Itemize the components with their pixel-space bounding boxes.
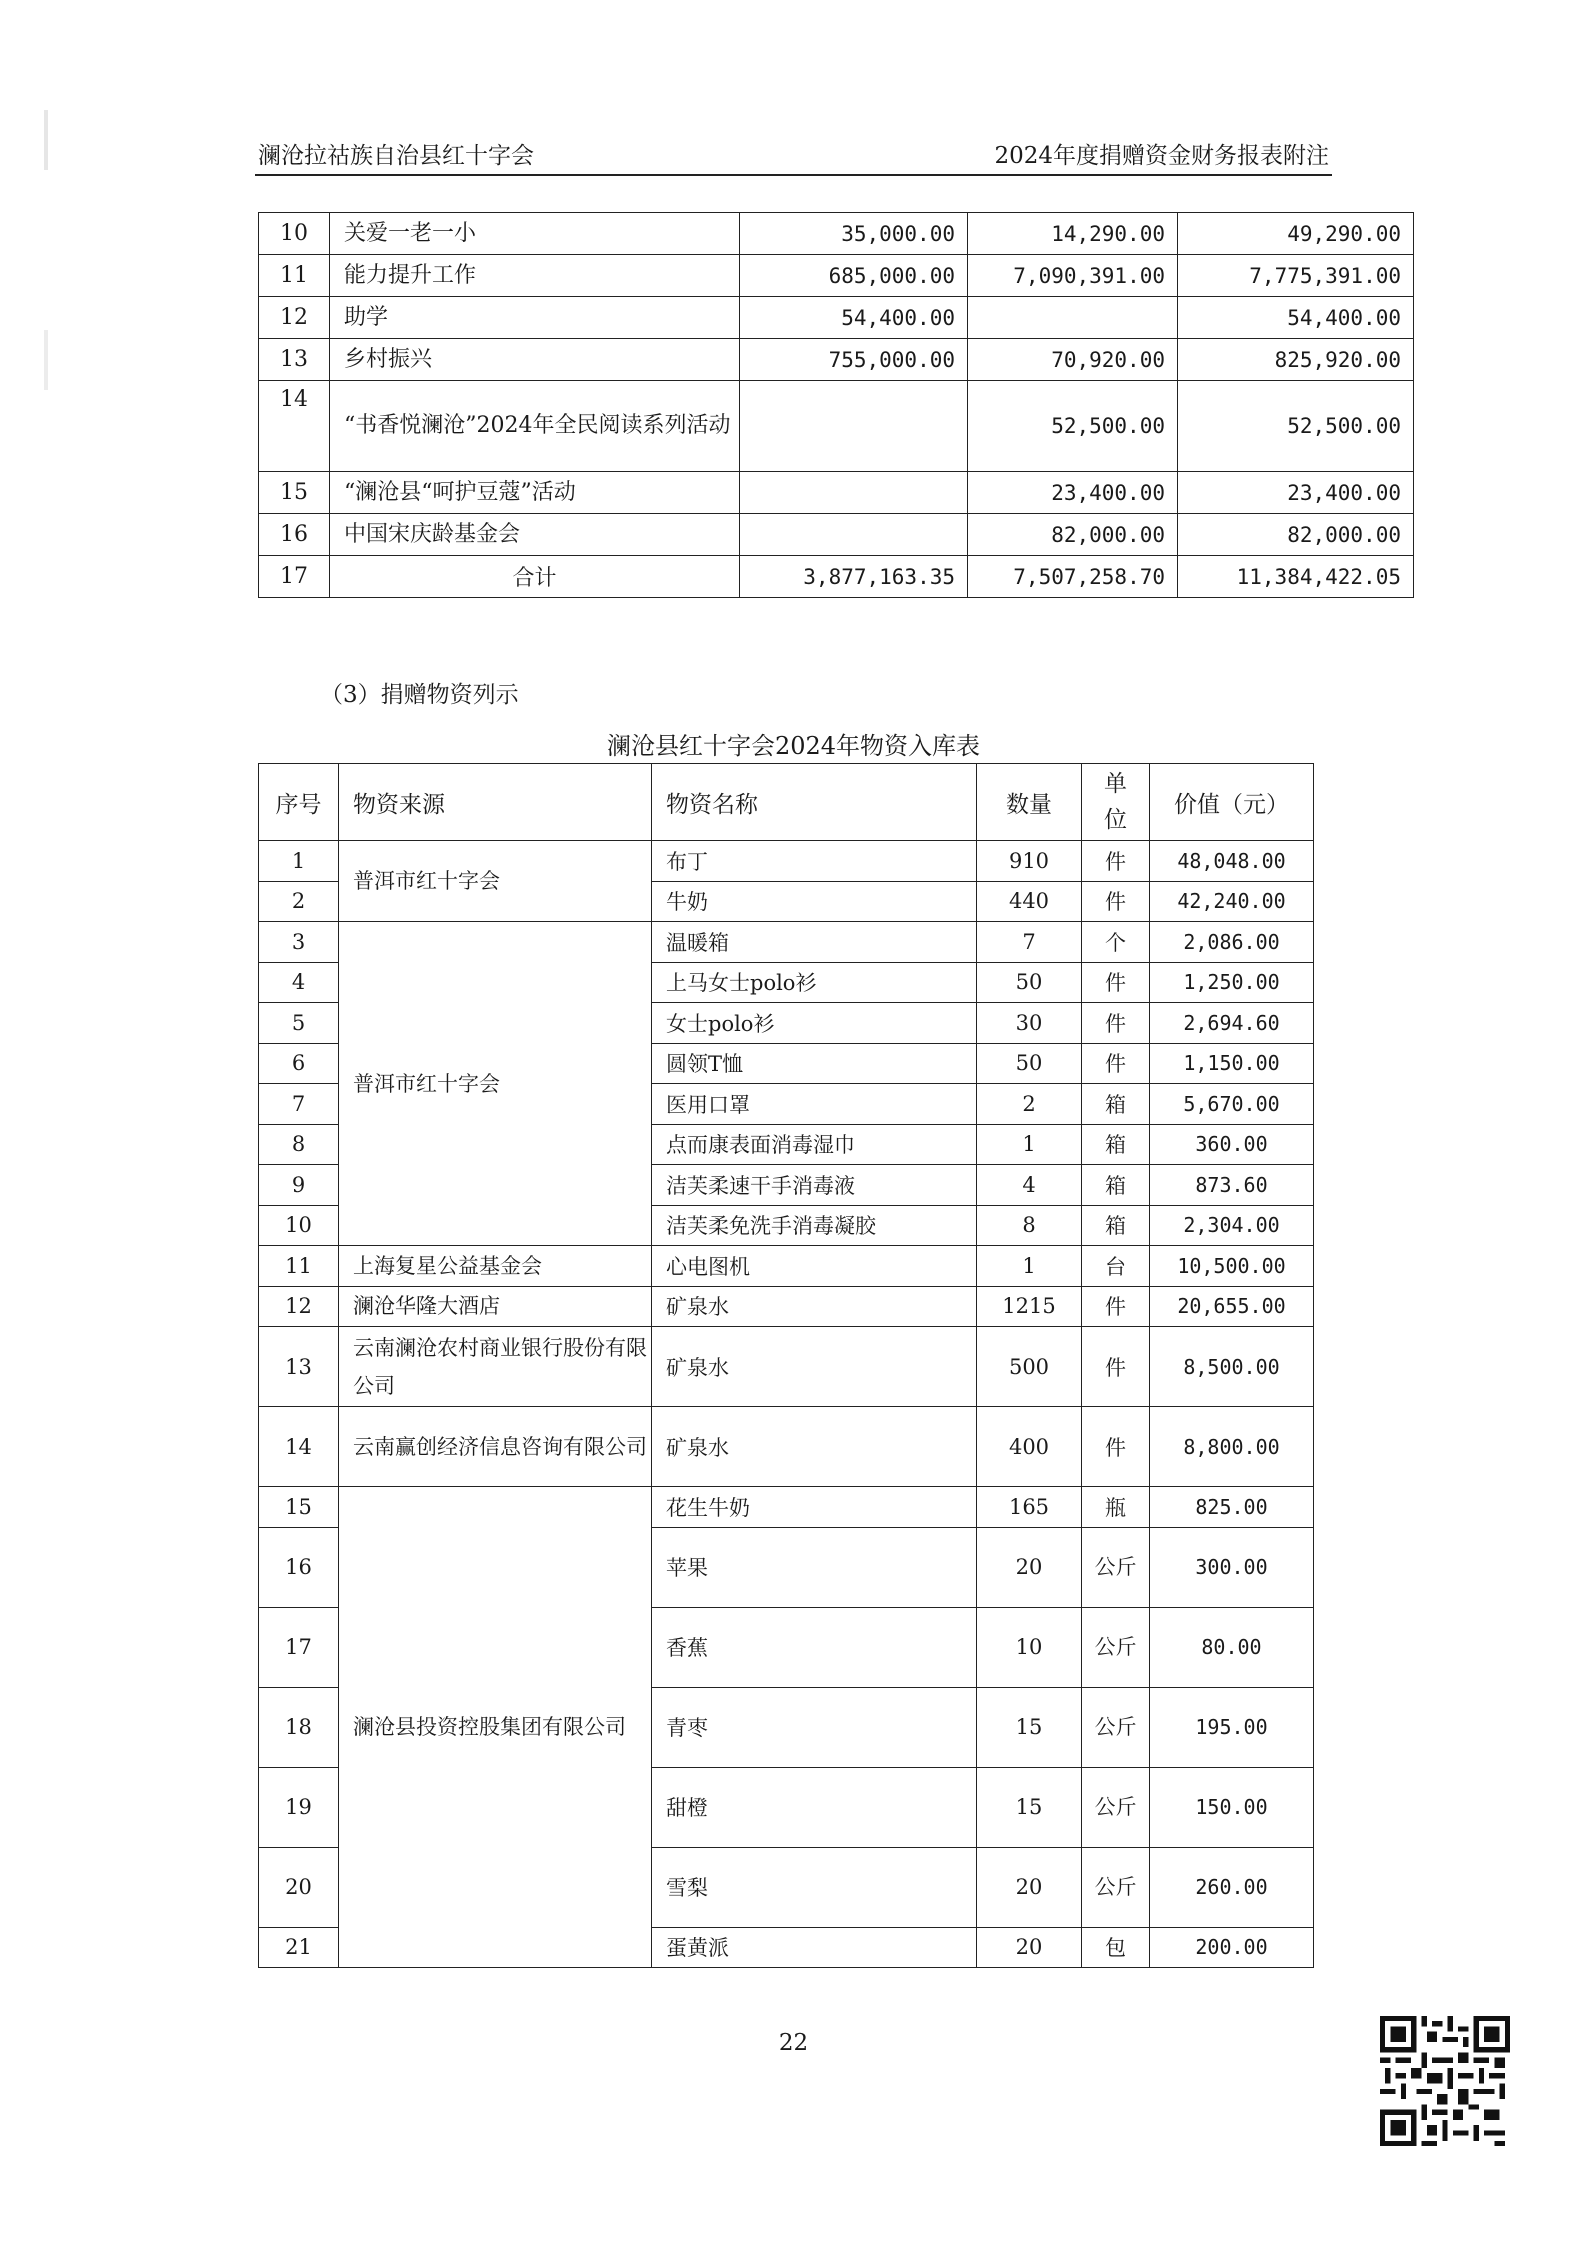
unit: 件 xyxy=(1082,881,1150,922)
source-cell: 云南澜沧农村商业银行股份有限公司 xyxy=(339,1327,652,1407)
value: 195.00 xyxy=(1150,1687,1314,1767)
row-no: 11 xyxy=(259,255,330,297)
amount-b: 14,290.00 xyxy=(968,213,1178,255)
unit: 件 xyxy=(1082,1286,1150,1327)
amount-total: 7,775,391.00 xyxy=(1178,255,1414,297)
project-name: 助学 xyxy=(330,297,740,339)
total-row xyxy=(259,556,1414,598)
header-rule xyxy=(255,174,1332,176)
header-no: 序号 xyxy=(259,764,339,841)
header-org: 澜沧拉祜族自治县红十字会 xyxy=(258,143,534,169)
item-name: 点而康表面消毒湿巾 xyxy=(652,1124,977,1165)
qty: 20 xyxy=(977,1927,1082,1968)
value: 8,800.00 xyxy=(1150,1407,1314,1487)
value: 300.00 xyxy=(1150,1527,1314,1607)
amount-a: 54,400.00 xyxy=(740,297,968,339)
table-caption: 澜沧县红十字会2024年物资入库表 xyxy=(606,732,981,760)
qty: 440 xyxy=(977,881,1082,922)
amount-a xyxy=(740,514,968,556)
qty: 500 xyxy=(977,1327,1082,1407)
item-name: 心电图机 xyxy=(652,1246,977,1287)
value: 2,086.00 xyxy=(1150,922,1314,963)
item-name: 医用口罩 xyxy=(652,1084,977,1125)
value: 10,500.00 xyxy=(1150,1246,1314,1287)
item-name: 苹果 xyxy=(652,1527,977,1607)
qty: 2 xyxy=(977,1084,1082,1125)
amount-total: 49,290.00 xyxy=(1178,213,1414,255)
amount-a xyxy=(740,472,968,514)
amount-a: 685,000.00 xyxy=(740,255,968,297)
page-number: 22 xyxy=(778,2030,809,2056)
source-cell: 普洱市红十字会 xyxy=(339,922,652,1246)
item-name: 圆领T恤 xyxy=(652,1043,977,1084)
source-cell: 上海复星公益基金会 xyxy=(339,1246,652,1287)
row-no: 5 xyxy=(259,1003,339,1044)
amount-a: 3,877,163.35 xyxy=(740,556,968,598)
unit: 件 xyxy=(1082,1003,1150,1044)
item-name: 洁芙柔速干手消毒液 xyxy=(652,1165,977,1206)
value: 1,150.00 xyxy=(1150,1043,1314,1084)
qty: 8 xyxy=(977,1205,1082,1246)
qty: 15 xyxy=(977,1767,1082,1847)
qty: 1 xyxy=(977,1124,1082,1165)
table-row xyxy=(259,514,1414,556)
value: 260.00 xyxy=(1150,1847,1314,1927)
value: 150.00 xyxy=(1150,1767,1314,1847)
item-name: 上马女士polo衫 xyxy=(652,962,977,1003)
scan-mark xyxy=(44,110,48,170)
amount-total: 82,000.00 xyxy=(1178,514,1414,556)
unit: 箱 xyxy=(1082,1084,1150,1125)
source-cell: 云南赢创经济信息咨询有限公司 xyxy=(339,1407,652,1487)
item-name: 香蕉 xyxy=(652,1607,977,1687)
table-row xyxy=(259,339,1414,381)
table-row xyxy=(259,1487,1314,1528)
qty: 50 xyxy=(977,1043,1082,1084)
row-no: 16 xyxy=(259,1527,339,1607)
table-row xyxy=(259,472,1414,514)
project-name: “澜沧县“呵护豆蔻”活动 xyxy=(330,472,740,514)
project-name: 中国宋庆龄基金会 xyxy=(330,514,740,556)
row-no: 12 xyxy=(259,1286,339,1327)
header-qty: 数量 xyxy=(977,764,1082,841)
value: 2,304.00 xyxy=(1150,1205,1314,1246)
qty: 1215 xyxy=(977,1286,1082,1327)
row-no: 6 xyxy=(259,1043,339,1084)
amount-b: 7,090,391.00 xyxy=(968,255,1178,297)
item-name: 花生牛奶 xyxy=(652,1487,977,1528)
qty: 30 xyxy=(977,1003,1082,1044)
qty: 400 xyxy=(977,1407,1082,1487)
row-no: 1 xyxy=(259,841,339,882)
amount-b: 82,000.00 xyxy=(968,514,1178,556)
table-header-row xyxy=(259,764,1314,841)
header-unit: 单位 xyxy=(1082,764,1150,841)
amount-b: 52,500.00 xyxy=(968,381,1178,472)
row-no: 13 xyxy=(259,1327,339,1407)
project-name: 关爱一老一小 xyxy=(330,213,740,255)
qty: 50 xyxy=(977,962,1082,1003)
row-no: 18 xyxy=(259,1687,339,1767)
value: 873.60 xyxy=(1150,1165,1314,1206)
row-no: 16 xyxy=(259,514,330,556)
table-row xyxy=(259,1246,1314,1287)
qty: 910 xyxy=(977,841,1082,882)
row-no: 15 xyxy=(259,472,330,514)
amount-b xyxy=(968,297,1178,339)
qty: 7 xyxy=(977,922,1082,963)
row-no: 19 xyxy=(259,1767,339,1847)
value: 48,048.00 xyxy=(1150,841,1314,882)
unit: 包 xyxy=(1082,1927,1150,1968)
value: 42,240.00 xyxy=(1150,881,1314,922)
value: 20,655.00 xyxy=(1150,1286,1314,1327)
amount-a xyxy=(740,381,968,472)
materials-table xyxy=(258,763,1314,1968)
source-cell: 澜沧华隆大酒店 xyxy=(339,1286,652,1327)
unit: 瓶 xyxy=(1082,1487,1150,1528)
value: 8,500.00 xyxy=(1150,1327,1314,1407)
amount-total: 825,920.00 xyxy=(1178,339,1414,381)
unit: 件 xyxy=(1082,1043,1150,1084)
row-no: 8 xyxy=(259,1124,339,1165)
unit: 箱 xyxy=(1082,1165,1150,1206)
item-name: 牛奶 xyxy=(652,881,977,922)
row-no: 2 xyxy=(259,881,339,922)
table-row xyxy=(259,922,1314,963)
row-no: 20 xyxy=(259,1847,339,1927)
table-row xyxy=(259,1286,1314,1327)
row-no: 17 xyxy=(259,556,330,598)
qty: 15 xyxy=(977,1687,1082,1767)
table-row xyxy=(259,1407,1314,1487)
unit: 件 xyxy=(1082,962,1150,1003)
amount-b: 7,507,258.70 xyxy=(968,556,1178,598)
table-row xyxy=(259,255,1414,297)
qty: 1 xyxy=(977,1246,1082,1287)
qty: 20 xyxy=(977,1847,1082,1927)
row-no: 12 xyxy=(259,297,330,339)
qty: 20 xyxy=(977,1527,1082,1607)
item-name: 布丁 xyxy=(652,841,977,882)
item-name: 蛋黄派 xyxy=(652,1927,977,1968)
unit: 公斤 xyxy=(1082,1847,1150,1927)
unit: 个 xyxy=(1082,922,1150,963)
amount-total: 54,400.00 xyxy=(1178,297,1414,339)
unit: 件 xyxy=(1082,1407,1150,1487)
item-name: 洁芙柔免洗手消毒凝胶 xyxy=(652,1205,977,1246)
qty: 4 xyxy=(977,1165,1082,1206)
qty: 165 xyxy=(977,1487,1082,1528)
amount-a: 755,000.00 xyxy=(740,339,968,381)
amount-total: 52,500.00 xyxy=(1178,381,1414,472)
row-no: 21 xyxy=(259,1927,339,1968)
row-no: 10 xyxy=(259,1205,339,1246)
donation-fund-table xyxy=(258,212,1414,598)
unit: 件 xyxy=(1082,841,1150,882)
row-no: 14 xyxy=(259,1407,339,1487)
value: 200.00 xyxy=(1150,1927,1314,1968)
table-row xyxy=(259,213,1414,255)
table-row xyxy=(259,297,1414,339)
header-item: 物资名称 xyxy=(652,764,977,841)
unit: 公斤 xyxy=(1082,1527,1150,1607)
qr-code-icon xyxy=(1380,2016,1510,2146)
header-title: 2024年度捐赠资金财务报表附注 xyxy=(994,143,1329,169)
project-name: 乡村振兴 xyxy=(330,339,740,381)
value: 360.00 xyxy=(1150,1124,1314,1165)
value: 5,670.00 xyxy=(1150,1084,1314,1125)
unit: 公斤 xyxy=(1082,1767,1150,1847)
amount-total: 11,384,422.05 xyxy=(1178,556,1414,598)
unit: 台 xyxy=(1082,1246,1150,1287)
total-label: 合计 xyxy=(330,556,740,598)
row-no: 9 xyxy=(259,1165,339,1206)
row-no: 13 xyxy=(259,339,330,381)
value: 80.00 xyxy=(1150,1607,1314,1687)
row-no: 17 xyxy=(259,1607,339,1687)
amount-b: 70,920.00 xyxy=(968,339,1178,381)
table-row xyxy=(259,1327,1314,1407)
header-value: 价值（元） xyxy=(1150,764,1314,841)
item-name: 青枣 xyxy=(652,1687,977,1767)
item-name: 矿泉水 xyxy=(652,1407,977,1487)
row-no: 4 xyxy=(259,962,339,1003)
unit: 公斤 xyxy=(1082,1607,1150,1687)
row-no: 10 xyxy=(259,213,330,255)
row-no: 14 xyxy=(259,381,330,472)
value: 1,250.00 xyxy=(1150,962,1314,1003)
value: 825.00 xyxy=(1150,1487,1314,1528)
unit: 公斤 xyxy=(1082,1687,1150,1767)
project-name: 能力提升工作 xyxy=(330,255,740,297)
source-cell: 澜沧县投资控股集团有限公司 xyxy=(339,1487,652,1968)
source-cell: 普洱市红十字会 xyxy=(339,841,652,922)
item-name: 温暖箱 xyxy=(652,922,977,963)
item-name: 女士polo衫 xyxy=(652,1003,977,1044)
unit: 箱 xyxy=(1082,1205,1150,1246)
row-no: 15 xyxy=(259,1487,339,1528)
header-source: 物资来源 xyxy=(339,764,652,841)
table-row xyxy=(259,841,1314,882)
row-no: 7 xyxy=(259,1084,339,1125)
item-name: 甜橙 xyxy=(652,1767,977,1847)
amount-a: 35,000.00 xyxy=(740,213,968,255)
row-no: 11 xyxy=(259,1246,339,1287)
table-row xyxy=(259,381,1414,472)
project-name: “书香悦澜沧”2024年全民阅读系列活动 xyxy=(330,381,740,472)
unit: 箱 xyxy=(1082,1124,1150,1165)
unit: 件 xyxy=(1082,1327,1150,1407)
item-name: 雪梨 xyxy=(652,1847,977,1927)
amount-b: 23,400.00 xyxy=(968,472,1178,514)
section-title: （3）捐赠物资列示 xyxy=(320,682,519,708)
qty: 10 xyxy=(977,1607,1082,1687)
item-name: 矿泉水 xyxy=(652,1327,977,1407)
amount-total: 23,400.00 xyxy=(1178,472,1414,514)
row-no: 3 xyxy=(259,922,339,963)
scan-mark xyxy=(44,330,48,390)
item-name: 矿泉水 xyxy=(652,1286,977,1327)
value: 2,694.60 xyxy=(1150,1003,1314,1044)
